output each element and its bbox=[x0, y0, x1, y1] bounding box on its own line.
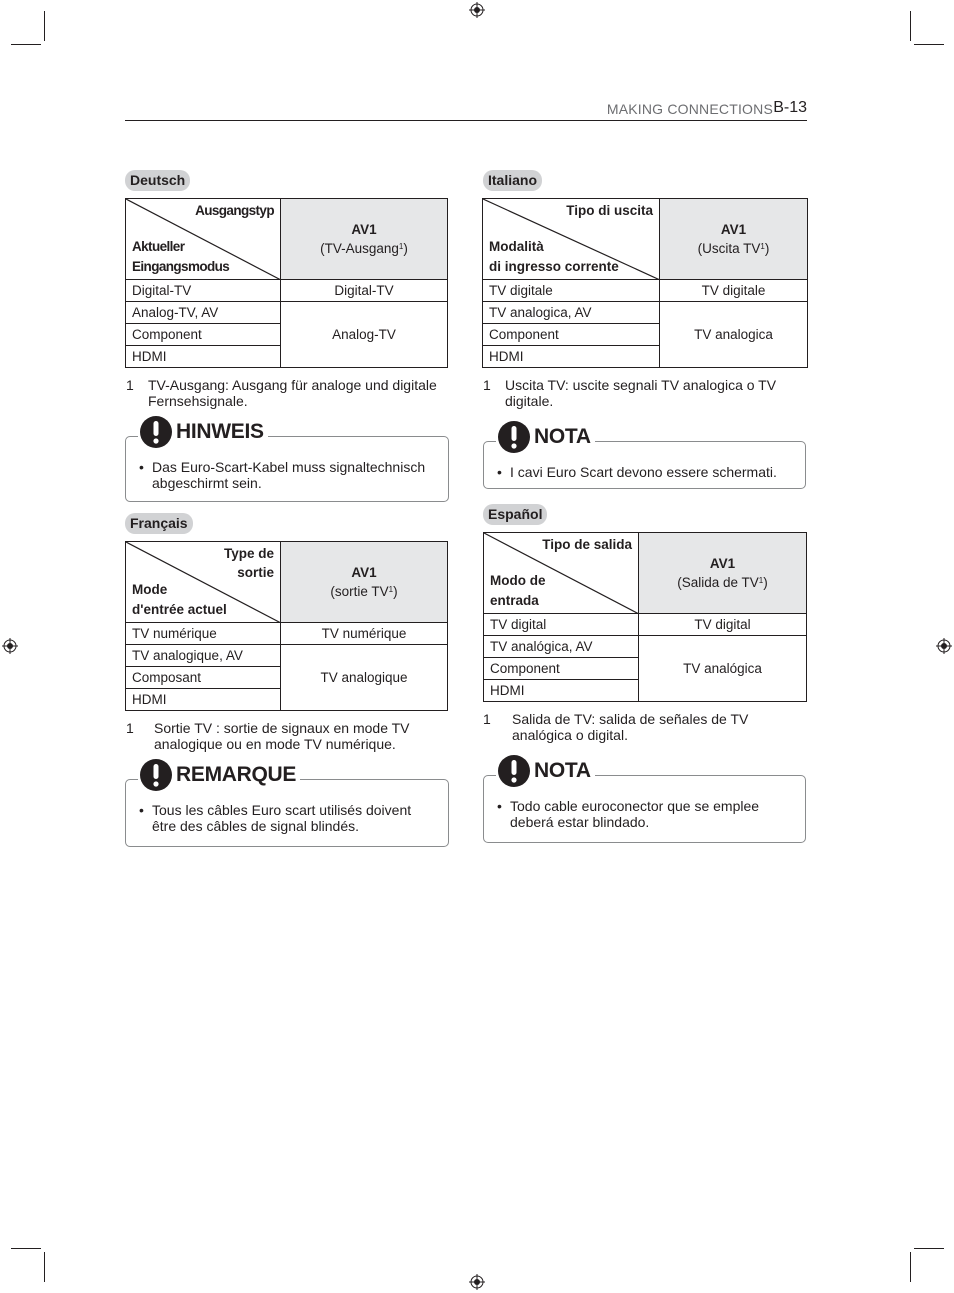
av1-label: AV1 bbox=[351, 565, 377, 580]
language-label-deutsch: Deutsch bbox=[125, 170, 190, 191]
language-label-francais: Français bbox=[125, 513, 193, 534]
input-mode-cell: TV analógica, AV bbox=[484, 636, 639, 658]
av1-header-cell bbox=[639, 533, 807, 614]
input-mode-cell: Digital-TV bbox=[126, 280, 281, 302]
page-header bbox=[125, 98, 807, 121]
registration-mark-icon bbox=[469, 1274, 485, 1290]
output-value-cell: TV digitale bbox=[660, 280, 808, 302]
input-mode-cell: Composant bbox=[126, 667, 281, 689]
note-box-nota-italiano bbox=[483, 425, 806, 489]
av1-label: AV1 bbox=[709, 556, 736, 571]
input-mode-label: Modalità di ingresso corrente bbox=[489, 239, 619, 274]
output-value-cell-merged: TV analogique bbox=[281, 645, 448, 711]
output-value-cell: TV digital bbox=[639, 614, 807, 636]
language-label-italiano: Italiano bbox=[483, 170, 542, 191]
note-title: REMARQUE bbox=[138, 759, 300, 791]
connection-table-deutsch bbox=[125, 198, 448, 368]
input-mode-cell: TV analogique, AV bbox=[126, 645, 281, 667]
note-body: • Tous les câbles Euro scart utilisés doivent être des câbles de signal blindés. bbox=[139, 802, 412, 834]
output-type-label: Tipo di uscita bbox=[566, 203, 653, 218]
page-number: B-13 bbox=[773, 99, 807, 116]
input-mode-cell: Analog-TV, AV bbox=[126, 302, 281, 324]
note-box-remarque bbox=[125, 763, 449, 847]
footnote: 1 Uscita TV: uscite segnali TV analogica o TV digitale. bbox=[483, 377, 777, 409]
input-mode-cell: HDMI bbox=[483, 346, 660, 368]
registration-mark-icon bbox=[936, 638, 952, 654]
diagonal-header-cell bbox=[126, 542, 281, 623]
av1-label: AV1 bbox=[720, 222, 747, 237]
crop-mark bbox=[910, 1252, 911, 1282]
input-mode-cell: Component bbox=[126, 324, 281, 346]
av1-label: AV1 bbox=[351, 222, 377, 237]
output-value-cell-merged: TV analógica bbox=[639, 636, 807, 702]
crop-mark bbox=[914, 1248, 944, 1249]
registration-mark-icon bbox=[2, 638, 18, 654]
input-mode-cell: HDMI bbox=[126, 689, 281, 711]
output-value-cell-merged: TV analogica bbox=[660, 302, 808, 368]
input-mode-cell: HDMI bbox=[484, 680, 639, 702]
exclamation-icon bbox=[498, 755, 530, 787]
exclamation-icon bbox=[140, 759, 172, 791]
input-mode-cell: HDMI bbox=[126, 346, 281, 368]
registration-mark-icon bbox=[469, 2, 485, 18]
exclamation-icon bbox=[498, 421, 530, 453]
input-mode-cell: TV analogica, AV bbox=[483, 302, 660, 324]
output-value-cell: TV numérique bbox=[281, 623, 448, 645]
input-mode-label: Aktueller Eingangsmodus bbox=[132, 239, 230, 274]
footnote: 1 Sortie TV : sortie de signaux en mode TV analogique ou en mode TV numérique. bbox=[126, 720, 410, 752]
note-box-nota-espanol bbox=[483, 759, 806, 843]
input-mode-label: Mode d'entrée actuel bbox=[132, 582, 227, 617]
input-mode-cell: TV digitale bbox=[483, 280, 660, 302]
av1-header-cell bbox=[660, 199, 808, 280]
input-mode-cell: Component bbox=[484, 658, 639, 680]
note-box-hinweis bbox=[125, 420, 449, 502]
input-mode-cell: Component bbox=[483, 324, 660, 346]
note-body: • Todo cable euroconector que se emplee deberá estar blindado. bbox=[497, 798, 760, 830]
input-mode-cell: TV numérique bbox=[126, 623, 281, 645]
output-value-cell-merged: Analog-TV bbox=[281, 302, 448, 368]
av1-header-cell bbox=[281, 199, 448, 280]
note-title: HINWEIS bbox=[138, 416, 268, 448]
av1-sublabel: (sortie $TV^1$) bbox=[330, 584, 398, 599]
footnote: 1 Salida de TV: salida de señales de TV analógica o digital. bbox=[483, 711, 749, 743]
diagonal-header-cell bbox=[126, 199, 281, 280]
note-body: • I cavi Euro Scart devono essere schermati. bbox=[497, 464, 777, 480]
footnote: 1 TV-Ausgang: Ausgang für analoge und digitale Fernsehsignale. bbox=[126, 377, 437, 409]
input-mode-cell: TV digital bbox=[484, 614, 639, 636]
crop-mark bbox=[914, 44, 944, 45]
output-type-label: Tipo de salida bbox=[542, 537, 632, 552]
output-type-label: Type de sortie bbox=[223, 546, 274, 580]
crop-mark bbox=[44, 1252, 45, 1282]
input-mode-label: Modo de entrada bbox=[490, 573, 546, 608]
output-type-label: Ausgangstyp bbox=[195, 203, 274, 218]
language-label-espanol: Español bbox=[483, 504, 547, 525]
diagonal-header-cell bbox=[484, 533, 639, 614]
crop-mark bbox=[11, 44, 41, 45]
connection-table-italiano bbox=[482, 198, 808, 368]
av1-sublabel: (TV-Ausgang$^1$) bbox=[320, 241, 408, 256]
crop-mark bbox=[11, 1248, 41, 1249]
connection-table-francais bbox=[125, 541, 448, 711]
section-title: MAKING CONNECTIONS bbox=[606, 101, 773, 117]
av1-header-cell bbox=[281, 542, 448, 623]
exclamation-icon bbox=[140, 416, 172, 448]
output-value-cell: Digital-TV bbox=[281, 280, 448, 302]
av1-sublabel: (Salida de $TV^1$) bbox=[677, 575, 768, 590]
diagonal-header-cell bbox=[483, 199, 660, 280]
note-body: • Das Euro-Scart-Kabel muss signaltechnisch abgeschirmt sein. bbox=[139, 459, 426, 491]
note-title: NOTA bbox=[496, 755, 595, 787]
connection-table-espanol bbox=[483, 532, 807, 702]
av1-sublabel: (Uscita $TV^1$) bbox=[697, 241, 770, 256]
crop-mark bbox=[910, 11, 911, 41]
crop-mark bbox=[44, 11, 45, 41]
note-title: NOTA bbox=[496, 421, 595, 453]
